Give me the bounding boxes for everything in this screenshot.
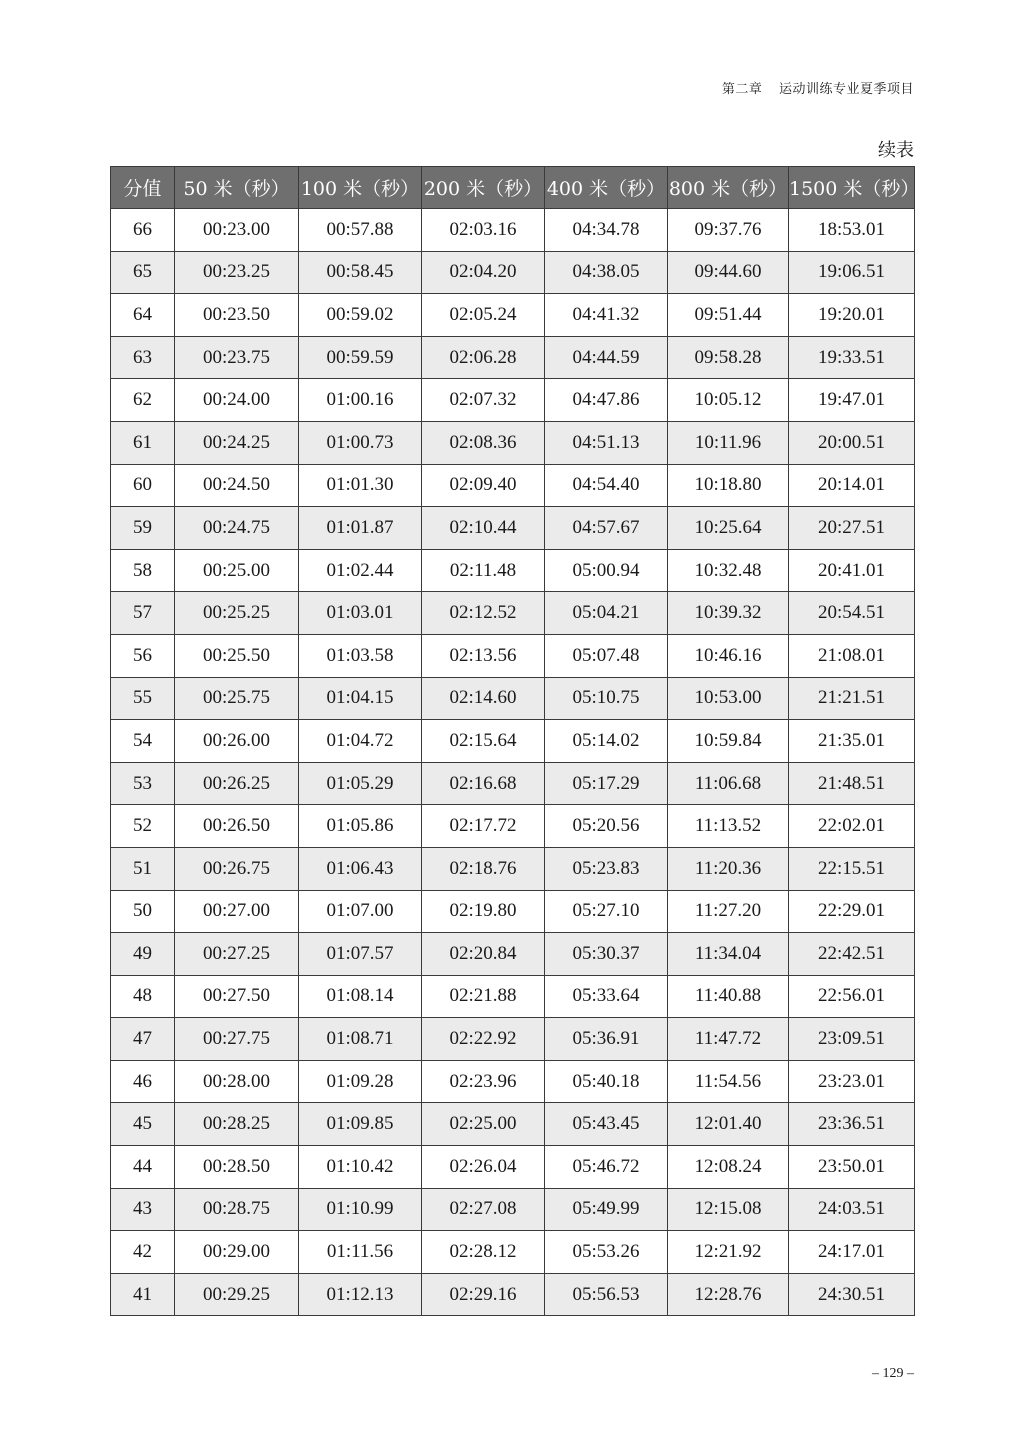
score-cell: 55: [111, 677, 175, 720]
time-800m-cell: 12:08.24: [668, 1146, 789, 1189]
time-50m-cell: 00:27.00: [175, 890, 299, 933]
time-400m-cell: 05:36.91: [545, 1018, 668, 1061]
time-400m-cell: 04:38.05: [545, 251, 668, 294]
page-number: – 129 –: [872, 1366, 914, 1381]
time-1500m-cell: 19:47.01: [789, 379, 915, 422]
time-400m-cell: 05:33.64: [545, 975, 668, 1018]
score-cell: 57: [111, 592, 175, 635]
table-row: [111, 1060, 915, 1103]
table-header-row: [111, 167, 915, 209]
time-200m-cell: 02:15.64: [422, 720, 545, 763]
table-row: [111, 1018, 915, 1061]
time-800m-cell: 10:05.12: [668, 379, 789, 422]
time-800m-cell: 09:37.76: [668, 209, 789, 252]
score-cell: 41: [111, 1273, 175, 1316]
time-200m-cell: 02:05.24: [422, 294, 545, 337]
time-800m-cell: 12:15.08: [668, 1188, 789, 1231]
score-table: [110, 166, 920, 1316]
time-50m-cell: 00:28.25: [175, 1103, 299, 1146]
time-400m-cell: 04:34.78: [545, 209, 668, 252]
time-400m-cell: 05:00.94: [545, 549, 668, 592]
time-1500m-cell: 21:35.01: [789, 720, 915, 763]
score-cell: 43: [111, 1188, 175, 1231]
time-1500m-cell: 22:56.01: [789, 975, 915, 1018]
table-row: [111, 847, 915, 890]
time-100m-cell: 01:01.87: [299, 507, 422, 550]
time-800m-cell: 10:53.00: [668, 677, 789, 720]
time-100m-cell: 01:00.16: [299, 379, 422, 422]
time-50m-cell: 00:29.25: [175, 1273, 299, 1316]
time-1500m-cell: 21:48.51: [789, 762, 915, 805]
table-row: [111, 209, 915, 252]
time-100m-cell: 01:07.57: [299, 933, 422, 976]
score-cell: 64: [111, 294, 175, 337]
score-cell: 60: [111, 464, 175, 507]
table-row: [111, 805, 915, 848]
time-1500m-cell: 22:42.51: [789, 933, 915, 976]
table-continued-label: 续表: [878, 140, 914, 161]
time-200m-cell: 02:10.44: [422, 507, 545, 550]
time-1500m-cell: 20:00.51: [789, 421, 915, 464]
score-cell: 51: [111, 847, 175, 890]
time-1500m-cell: 20:41.01: [789, 549, 915, 592]
time-50m-cell: 00:28.50: [175, 1146, 299, 1189]
column-header-score: 分值: [111, 167, 175, 209]
table-row: [111, 677, 915, 720]
time-100m-cell: 01:11.56: [299, 1231, 422, 1274]
table-row: [111, 975, 915, 1018]
time-50m-cell: 00:26.50: [175, 805, 299, 848]
table-row: [111, 294, 915, 337]
time-100m-cell: 01:03.58: [299, 634, 422, 677]
time-50m-cell: 00:25.50: [175, 634, 299, 677]
time-200m-cell: 02:23.96: [422, 1060, 545, 1103]
time-200m-cell: 02:20.84: [422, 933, 545, 976]
time-200m-cell: 02:09.40: [422, 464, 545, 507]
table-row: [111, 720, 915, 763]
time-50m-cell: 00:28.00: [175, 1060, 299, 1103]
time-200m-cell: 02:17.72: [422, 805, 545, 848]
time-200m-cell: 02:26.04: [422, 1146, 545, 1189]
time-1500m-cell: 20:54.51: [789, 592, 915, 635]
time-100m-cell: 00:57.88: [299, 209, 422, 252]
time-50m-cell: 00:23.25: [175, 251, 299, 294]
time-800m-cell: 10:25.64: [668, 507, 789, 550]
time-200m-cell: 02:11.48: [422, 549, 545, 592]
time-50m-cell: 00:24.75: [175, 507, 299, 550]
time-50m-cell: 00:29.00: [175, 1231, 299, 1274]
score-cell: 66: [111, 209, 175, 252]
time-50m-cell: 00:28.75: [175, 1188, 299, 1231]
time-800m-cell: 09:58.28: [668, 336, 789, 379]
time-800m-cell: 10:59.84: [668, 720, 789, 763]
table-row: [111, 762, 915, 805]
chapter-label: 第二章: [721, 82, 763, 97]
time-400m-cell: 05:23.83: [545, 847, 668, 890]
score-cell: 56: [111, 634, 175, 677]
table-row: [111, 464, 915, 507]
time-100m-cell: 01:04.15: [299, 677, 422, 720]
time-400m-cell: 05:49.99: [545, 1188, 668, 1231]
time-1500m-cell: 22:29.01: [789, 890, 915, 933]
time-50m-cell: 00:25.75: [175, 677, 299, 720]
time-50m-cell: 00:26.75: [175, 847, 299, 890]
time-1500m-cell: 21:08.01: [789, 634, 915, 677]
time-800m-cell: 12:01.40: [668, 1103, 789, 1146]
time-800m-cell: 12:28.76: [668, 1273, 789, 1316]
table-row: [111, 933, 915, 976]
table-row: [111, 379, 915, 422]
table-row: [111, 549, 915, 592]
time-100m-cell: 01:04.72: [299, 720, 422, 763]
time-1500m-cell: 22:02.01: [789, 805, 915, 848]
time-200m-cell: 02:16.68: [422, 762, 545, 805]
score-cell: 44: [111, 1146, 175, 1189]
time-1500m-cell: 20:27.51: [789, 507, 915, 550]
table-row: [111, 1146, 915, 1189]
time-100m-cell: 01:09.85: [299, 1103, 422, 1146]
time-50m-cell: 00:25.25: [175, 592, 299, 635]
score-cell: 54: [111, 720, 175, 763]
table-row: [111, 890, 915, 933]
time-1500m-cell: 23:09.51: [789, 1018, 915, 1061]
time-800m-cell: 12:21.92: [668, 1231, 789, 1274]
time-400m-cell: 05:04.21: [545, 592, 668, 635]
score-cell: 61: [111, 421, 175, 464]
column-header-800m: 800 米（秒）: [668, 167, 789, 209]
time-200m-cell: 02:22.92: [422, 1018, 545, 1061]
time-1500m-cell: 23:50.01: [789, 1146, 915, 1189]
time-100m-cell: 00:59.59: [299, 336, 422, 379]
time-400m-cell: 04:51.13: [545, 421, 668, 464]
score-cell: 65: [111, 251, 175, 294]
time-800m-cell: 10:18.80: [668, 464, 789, 507]
time-100m-cell: 01:08.71: [299, 1018, 422, 1061]
score-cell: 47: [111, 1018, 175, 1061]
time-200m-cell: 02:27.08: [422, 1188, 545, 1231]
time-100m-cell: 01:00.73: [299, 421, 422, 464]
time-400m-cell: 05:27.10: [545, 890, 668, 933]
time-800m-cell: 11:34.04: [668, 933, 789, 976]
time-100m-cell: 01:01.30: [299, 464, 422, 507]
time-200m-cell: 02:04.20: [422, 251, 545, 294]
time-800m-cell: 10:39.32: [668, 592, 789, 635]
column-header-400m: 400 米（秒）: [545, 167, 668, 209]
time-800m-cell: 10:32.48: [668, 549, 789, 592]
time-800m-cell: 10:11.96: [668, 421, 789, 464]
time-1500m-cell: 23:36.51: [789, 1103, 915, 1146]
score-cell: 59: [111, 507, 175, 550]
time-400m-cell: 04:57.67: [545, 507, 668, 550]
time-50m-cell: 00:23.00: [175, 209, 299, 252]
time-200m-cell: 02:19.80: [422, 890, 545, 933]
time-1500m-cell: 21:21.51: [789, 677, 915, 720]
time-1500m-cell: 24:03.51: [789, 1188, 915, 1231]
time-100m-cell: 01:08.14: [299, 975, 422, 1018]
time-200m-cell: 02:25.00: [422, 1103, 545, 1146]
time-50m-cell: 00:24.50: [175, 464, 299, 507]
time-1500m-cell: 19:33.51: [789, 336, 915, 379]
score-cell: 58: [111, 549, 175, 592]
time-200m-cell: 02:08.36: [422, 421, 545, 464]
running-header: [722, 78, 914, 97]
time-100m-cell: 01:07.00: [299, 890, 422, 933]
time-400m-cell: 05:30.37: [545, 933, 668, 976]
time-1500m-cell: 18:53.01: [789, 209, 915, 252]
time-200m-cell: 02:18.76: [422, 847, 545, 890]
time-400m-cell: 04:44.59: [545, 336, 668, 379]
time-50m-cell: 00:24.25: [175, 421, 299, 464]
time-400m-cell: 04:41.32: [545, 294, 668, 337]
score-cell: 52: [111, 805, 175, 848]
table-row: [111, 251, 915, 294]
score-cell: 62: [111, 379, 175, 422]
time-1500m-cell: 19:20.01: [789, 294, 915, 337]
time-200m-cell: 02:13.56: [422, 634, 545, 677]
score-cell: 50: [111, 890, 175, 933]
score-cell: 46: [111, 1060, 175, 1103]
score-cell: 48: [111, 975, 175, 1018]
time-100m-cell: 01:10.99: [299, 1188, 422, 1231]
time-800m-cell: 11:13.52: [668, 805, 789, 848]
time-400m-cell: 04:47.86: [545, 379, 668, 422]
time-800m-cell: 11:47.72: [668, 1018, 789, 1061]
column-header-100m: 100 米（秒）: [299, 167, 422, 209]
time-50m-cell: 00:25.00: [175, 549, 299, 592]
time-1500m-cell: 19:06.51: [789, 251, 915, 294]
time-800m-cell: 09:51.44: [668, 294, 789, 337]
time-800m-cell: 09:44.60: [668, 251, 789, 294]
time-1500m-cell: 24:17.01: [789, 1231, 915, 1274]
time-50m-cell: 00:23.50: [175, 294, 299, 337]
table-row: [111, 1273, 915, 1316]
time-400m-cell: 05:10.75: [545, 677, 668, 720]
time-100m-cell: 01:02.44: [299, 549, 422, 592]
time-100m-cell: 00:58.45: [299, 251, 422, 294]
time-400m-cell: 05:17.29: [545, 762, 668, 805]
column-header-200m: 200 米（秒）: [422, 167, 545, 209]
column-header-50m: 50 米（秒）: [175, 167, 299, 209]
time-800m-cell: 11:06.68: [668, 762, 789, 805]
time-100m-cell: 01:09.28: [299, 1060, 422, 1103]
table-row: [111, 421, 915, 464]
table-body: [111, 209, 915, 1316]
time-400m-cell: 05:07.48: [545, 634, 668, 677]
time-400m-cell: 05:46.72: [545, 1146, 668, 1189]
table-row: [111, 1231, 915, 1274]
time-400m-cell: 05:53.26: [545, 1231, 668, 1274]
time-50m-cell: 00:23.75: [175, 336, 299, 379]
time-50m-cell: 00:24.00: [175, 379, 299, 422]
time-200m-cell: 02:28.12: [422, 1231, 545, 1274]
score-cell: 49: [111, 933, 175, 976]
time-400m-cell: 05:40.18: [545, 1060, 668, 1103]
table-row: [111, 634, 915, 677]
time-100m-cell: 01:03.01: [299, 592, 422, 635]
time-200m-cell: 02:06.28: [422, 336, 545, 379]
time-1500m-cell: 23:23.01: [789, 1060, 915, 1103]
time-800m-cell: 11:27.20: [668, 890, 789, 933]
time-800m-cell: 11:54.56: [668, 1060, 789, 1103]
time-200m-cell: 02:03.16: [422, 209, 545, 252]
time-100m-cell: 00:59.02: [299, 294, 422, 337]
chapter-title: 运动训练专业夏季项目: [778, 82, 914, 97]
time-800m-cell: 11:20.36: [668, 847, 789, 890]
score-cell: 42: [111, 1231, 175, 1274]
time-100m-cell: 01:05.86: [299, 805, 422, 848]
time-800m-cell: 11:40.88: [668, 975, 789, 1018]
time-200m-cell: 02:21.88: [422, 975, 545, 1018]
time-50m-cell: 00:27.25: [175, 933, 299, 976]
time-200m-cell: 02:12.52: [422, 592, 545, 635]
time-200m-cell: 02:07.32: [422, 379, 545, 422]
time-100m-cell: 01:05.29: [299, 762, 422, 805]
table-row: [111, 1103, 915, 1146]
table-row: [111, 592, 915, 635]
time-1500m-cell: 20:14.01: [789, 464, 915, 507]
time-100m-cell: 01:10.42: [299, 1146, 422, 1189]
time-50m-cell: 00:27.50: [175, 975, 299, 1018]
time-400m-cell: 05:14.02: [545, 720, 668, 763]
time-1500m-cell: 22:15.51: [789, 847, 915, 890]
time-100m-cell: 01:06.43: [299, 847, 422, 890]
time-50m-cell: 00:26.25: [175, 762, 299, 805]
table-row: [111, 507, 915, 550]
column-header-1500m: 1500 米（秒）: [789, 167, 915, 209]
time-800m-cell: 10:46.16: [668, 634, 789, 677]
time-200m-cell: 02:29.16: [422, 1273, 545, 1316]
time-50m-cell: 00:26.00: [175, 720, 299, 763]
score-cell: 53: [111, 762, 175, 805]
time-200m-cell: 02:14.60: [422, 677, 545, 720]
score-cell: 45: [111, 1103, 175, 1146]
time-50m-cell: 00:27.75: [175, 1018, 299, 1061]
table-row: [111, 336, 915, 379]
time-1500m-cell: 24:30.51: [789, 1273, 915, 1316]
time-400m-cell: 05:43.45: [545, 1103, 668, 1146]
table-row: [111, 1188, 915, 1231]
time-400m-cell: 05:20.56: [545, 805, 668, 848]
time-400m-cell: 05:56.53: [545, 1273, 668, 1316]
time-100m-cell: 01:12.13: [299, 1273, 422, 1316]
time-400m-cell: 04:54.40: [545, 464, 668, 507]
score-cell: 63: [111, 336, 175, 379]
